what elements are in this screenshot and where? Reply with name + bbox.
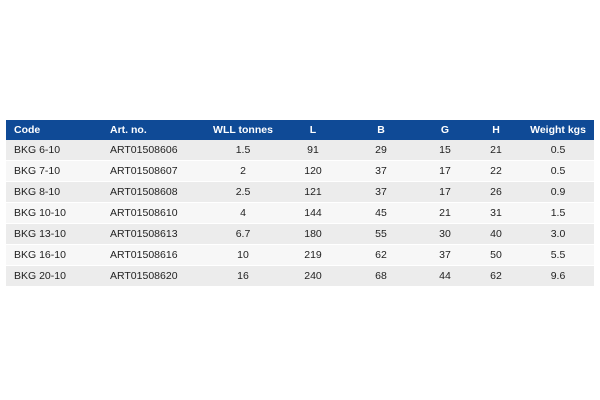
table-row xyxy=(6,140,594,161)
cell-h: 62 xyxy=(470,266,522,287)
cell-weight-kgs: 3.0 xyxy=(522,224,594,245)
cell-weight-kgs: 1.5 xyxy=(522,203,594,224)
table-row xyxy=(6,182,594,203)
column-header-g: G xyxy=(420,120,470,140)
cell-b: 68 xyxy=(342,266,420,287)
cell-wll-tonnes: 6.7 xyxy=(202,224,284,245)
cell-art-no: ART01508616 xyxy=(102,245,202,266)
table-row xyxy=(6,161,594,182)
cell-code: BKG 8-10 xyxy=(6,182,102,203)
cell-g: 17 xyxy=(420,161,470,182)
cell-art-no: ART01508608 xyxy=(102,182,202,203)
cell-b: 29 xyxy=(342,140,420,161)
cell-h: 40 xyxy=(470,224,522,245)
cell-weight-kgs: 5.5 xyxy=(522,245,594,266)
column-header-wll-tonnes: WLL tonnes xyxy=(202,120,284,140)
cell-wll-tonnes: 10 xyxy=(202,245,284,266)
column-header-weight-kgs: Weight kgs xyxy=(522,120,594,140)
cell-code: BKG 20-10 xyxy=(6,266,102,287)
cell-h: 21 xyxy=(470,140,522,161)
cell-art-no: ART01508606 xyxy=(102,140,202,161)
column-header-art-no: Art. no. xyxy=(102,120,202,140)
cell-code: BKG 13-10 xyxy=(6,224,102,245)
column-header-code: Code xyxy=(6,120,102,140)
cell-h: 50 xyxy=(470,245,522,266)
table-row xyxy=(6,224,594,245)
cell-b: 37 xyxy=(342,182,420,203)
cell-art-no: ART01508613 xyxy=(102,224,202,245)
cell-wll-tonnes: 4 xyxy=(202,203,284,224)
cell-l: 144 xyxy=(284,203,342,224)
column-header-l: L xyxy=(284,120,342,140)
cell-weight-kgs: 0.9 xyxy=(522,182,594,203)
cell-b: 62 xyxy=(342,245,420,266)
cell-wll-tonnes: 2.5 xyxy=(202,182,284,203)
cell-g: 17 xyxy=(420,182,470,203)
cell-code: BKG 6-10 xyxy=(6,140,102,161)
cell-l: 240 xyxy=(284,266,342,287)
cell-l: 121 xyxy=(284,182,342,203)
cell-g: 37 xyxy=(420,245,470,266)
cell-wll-tonnes: 1.5 xyxy=(202,140,284,161)
cell-code: BKG 7-10 xyxy=(6,161,102,182)
table-header-row xyxy=(6,120,594,140)
cell-b: 37 xyxy=(342,161,420,182)
cell-weight-kgs: 9.6 xyxy=(522,266,594,287)
cell-h: 22 xyxy=(470,161,522,182)
cell-b: 45 xyxy=(342,203,420,224)
cell-l: 219 xyxy=(284,245,342,266)
cell-code: BKG 16-10 xyxy=(6,245,102,266)
cell-g: 21 xyxy=(420,203,470,224)
cell-g: 15 xyxy=(420,140,470,161)
cell-weight-kgs: 0.5 xyxy=(522,161,594,182)
cell-art-no: ART01508607 xyxy=(102,161,202,182)
cell-wll-tonnes: 16 xyxy=(202,266,284,287)
column-header-b: B xyxy=(342,120,420,140)
cell-g: 44 xyxy=(420,266,470,287)
cell-weight-kgs: 0.5 xyxy=(522,140,594,161)
cell-l: 91 xyxy=(284,140,342,161)
cell-l: 180 xyxy=(284,224,342,245)
cell-h: 26 xyxy=(470,182,522,203)
table-row xyxy=(6,203,594,224)
cell-code: BKG 10-10 xyxy=(6,203,102,224)
table-row xyxy=(6,266,594,287)
cell-g: 30 xyxy=(420,224,470,245)
cell-b: 55 xyxy=(342,224,420,245)
product-spec-table xyxy=(6,120,594,287)
cell-art-no: ART01508620 xyxy=(102,266,202,287)
cell-l: 120 xyxy=(284,161,342,182)
cell-h: 31 xyxy=(470,203,522,224)
cell-wll-tonnes: 2 xyxy=(202,161,284,182)
table-row xyxy=(6,245,594,266)
column-header-h: H xyxy=(470,120,522,140)
cell-art-no: ART01508610 xyxy=(102,203,202,224)
